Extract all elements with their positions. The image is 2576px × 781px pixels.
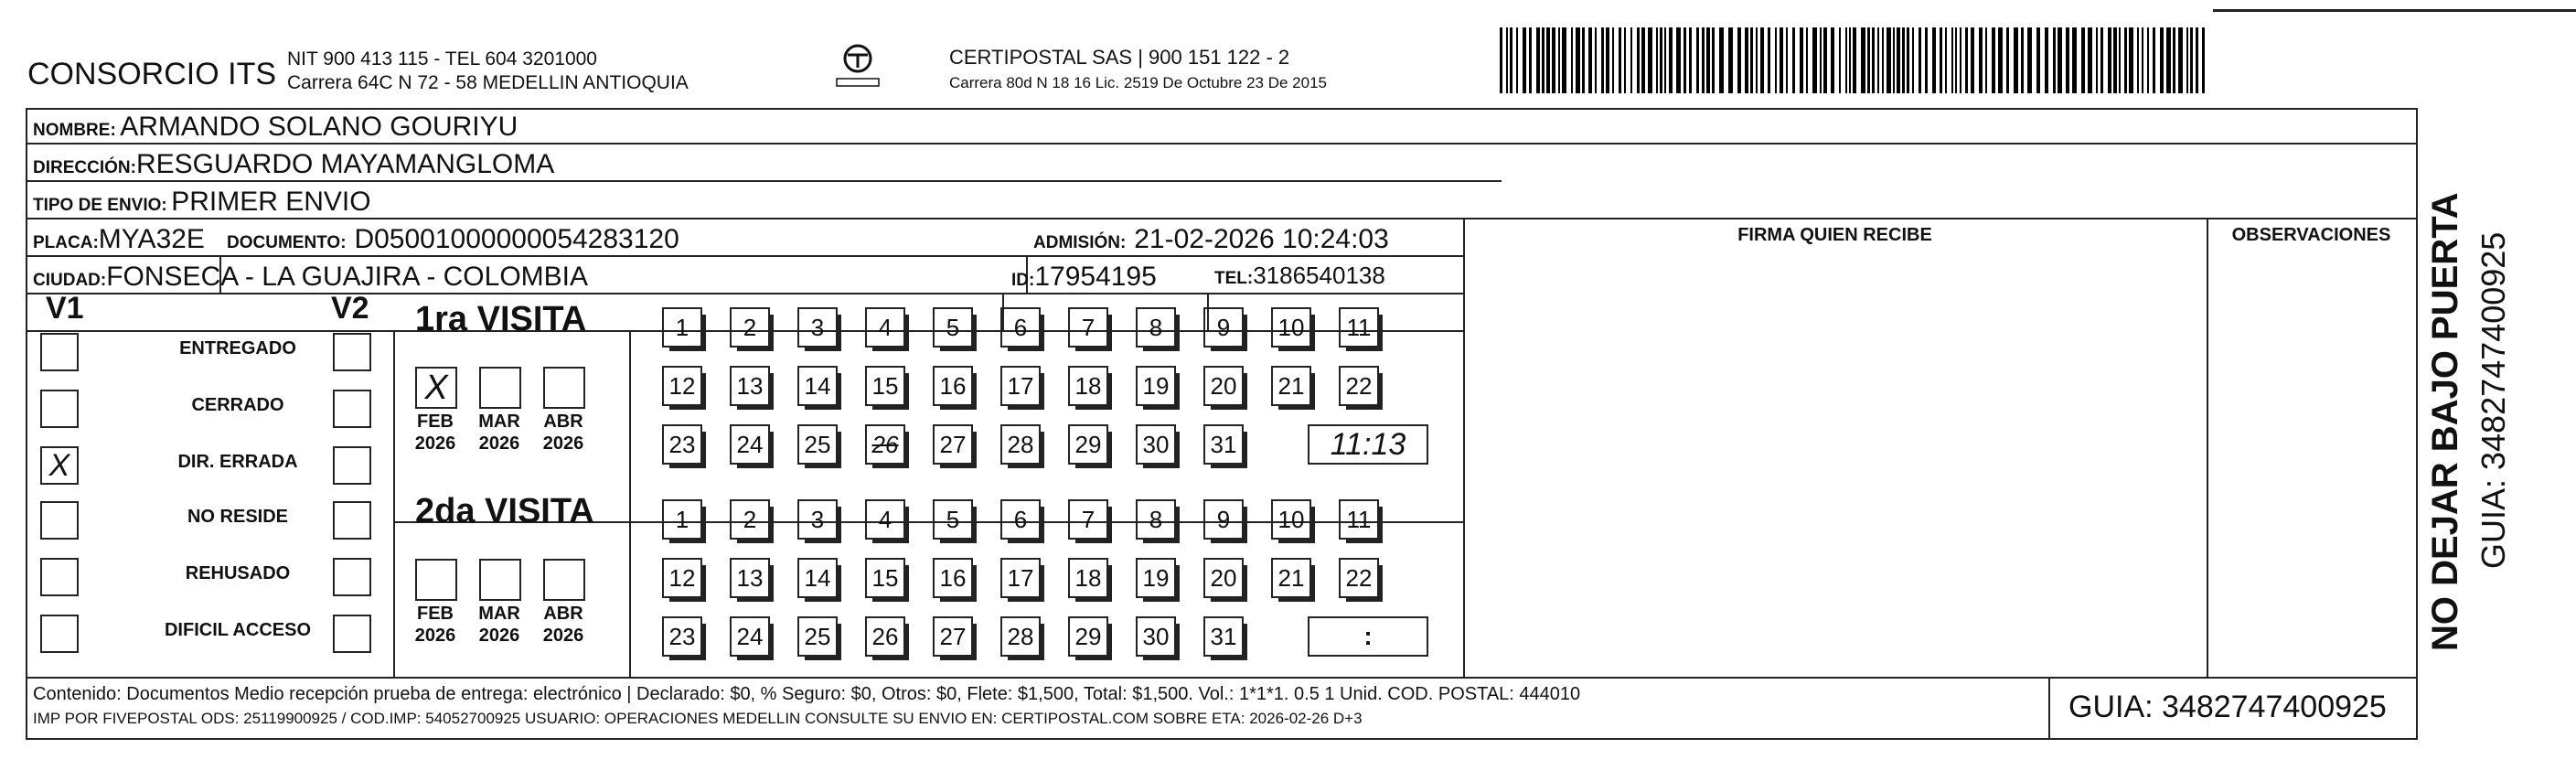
v1-checkbox[interactable] <box>40 615 79 653</box>
barcode-bar <box>2153 27 2155 93</box>
barcode-bar <box>2108 27 2111 93</box>
company-nit: NIT 900 413 115 - TEL 604 3201000 <box>287 48 597 70</box>
barcode-bar <box>1664 27 1666 93</box>
day-box[interactable]: 15 <box>865 558 905 598</box>
barcode-bar <box>2186 27 2188 93</box>
barcode-bar <box>2014 27 2018 93</box>
v2-checkbox[interactable] <box>333 501 371 540</box>
day-box[interactable]: 13 <box>730 366 770 406</box>
day-box[interactable]: 16 <box>933 366 973 406</box>
day-box[interactable]: 31 <box>1203 424 1244 465</box>
barcode-bar <box>1588 27 1592 93</box>
barcode-bar <box>1619 27 1621 93</box>
month-year: 2026 <box>478 626 520 646</box>
barcode-bar <box>2066 27 2069 93</box>
v1-label: V1 <box>46 291 84 326</box>
barcode-bar <box>2160 27 2164 93</box>
barcode-bar <box>1775 27 1777 93</box>
v1-checkbox[interactable] <box>40 501 79 540</box>
admision-value: 21-02-2026 10:24:03 <box>1134 224 1389 254</box>
day-box[interactable]: 26 <box>865 424 905 465</box>
day-box[interactable]: 26 <box>865 616 905 657</box>
day-box[interactable]: 27 <box>933 424 973 465</box>
month-name: ABR <box>543 412 583 432</box>
barcode-bar <box>1951 27 1953 93</box>
day-box[interactable]: 17 <box>1000 558 1041 598</box>
barcode-bar <box>1601 27 1604 93</box>
barcode-bar <box>2129 27 2133 93</box>
footer-guia: GUIA: 3482747400925 <box>2068 690 2387 724</box>
day-box[interactable]: 20 <box>1203 366 1244 406</box>
day-box[interactable]: 18 <box>1068 558 1108 598</box>
day-box[interactable]: 28 <box>1000 424 1041 465</box>
barcode-bar <box>1689 27 1692 93</box>
day-box[interactable]: 27 <box>933 616 973 657</box>
barcode-bar <box>1542 27 1545 93</box>
day-box[interactable]: 25 <box>797 424 838 465</box>
barcode-bar <box>2178 27 2183 93</box>
day-box[interactable]: 10 <box>1271 307 1311 348</box>
barcode-bar <box>1660 27 1662 93</box>
day-box[interactable]: 9 <box>1203 307 1244 348</box>
barcode-bar <box>1792 27 1795 93</box>
barcode-bar <box>2081 27 2085 93</box>
documento-value: D05001000000054283120 <box>354 224 679 254</box>
month-label <box>472 603 527 647</box>
month-year: 2026 <box>478 433 520 454</box>
day-box[interactable]: 12 <box>662 558 702 598</box>
company-name: CONSORCIO ITS <box>27 57 277 91</box>
barcode-bar <box>1882 27 1884 93</box>
month-checkbox[interactable] <box>415 559 457 601</box>
barcode-bar <box>2113 27 2117 93</box>
barcode-bar <box>1945 27 1947 93</box>
month-name: MAR <box>478 604 520 624</box>
second-visit-label: 2da VISITA <box>415 492 594 530</box>
barcode-bar <box>1737 27 1741 93</box>
tipo-label: TIPO DE ENVIO: <box>33 196 167 215</box>
ciudad-value: FONSECA - LA GUAJIRA - COLOMBIA <box>106 262 589 292</box>
nombre-value: ARMANDO SOLANO GOURIYU <box>120 112 518 142</box>
month-year: 2026 <box>414 626 456 646</box>
month-year: 2026 <box>542 433 584 454</box>
month-year: 2026 <box>542 626 584 646</box>
status-option-label: NO RESIDE <box>187 507 289 527</box>
barcode-bar <box>1861 27 1865 93</box>
barcode-bar <box>1745 27 1748 93</box>
barcode-bar <box>1971 27 1974 93</box>
barcode-bar <box>1702 27 1705 93</box>
barcode-bar <box>1925 27 1928 93</box>
barcode-bar <box>1800 27 1803 93</box>
day-box[interactable]: 10 <box>1271 499 1311 540</box>
visit-time-box[interactable]: : <box>1308 616 1428 657</box>
barcode-bar <box>1812 27 1817 93</box>
id-value: 17954195 <box>1034 262 1157 292</box>
documento-label: DOCUMENTO: <box>227 233 347 252</box>
barcode-bar <box>1919 27 1921 93</box>
day-box[interactable]: 1 <box>662 499 702 540</box>
barcode-bar <box>2137 27 2139 93</box>
day-box[interactable]: 2 <box>730 499 770 540</box>
certi-address: Carrera 80d N 18 16 Lic. 2519 De Octubre 23 De 2015 <box>949 74 1327 91</box>
v1-checkbox[interactable] <box>40 390 79 428</box>
day-box[interactable]: 17 <box>1000 366 1041 406</box>
barcode-bar <box>1887 27 1891 93</box>
barcode-bar <box>2142 27 2143 93</box>
barcode-bar <box>1506 27 1508 93</box>
barcode-bar <box>1897 27 1900 93</box>
day-box[interactable]: 14 <box>797 366 838 406</box>
footer-content: Contenido: Documentos Medio recepción prueba de entrega: electrónico | Declarado: $0, % Seguro: $0, Otros: $0, Flete: $1,500, Total: $1,500. Vol.: 1*1*1. 0.5 1 Unid. COD. POSTAL: 444010 <box>33 684 1581 704</box>
barcode-bar <box>1676 27 1681 93</box>
barcode-bar <box>1571 27 1573 93</box>
barcode-bar <box>1907 27 1909 93</box>
barcode-bar <box>1624 27 1626 93</box>
barcode-bar <box>2088 27 2092 93</box>
day-box[interactable]: 9 <box>1203 499 1244 540</box>
barcode-bar <box>1719 27 1724 93</box>
v2-label: V2 <box>331 291 369 326</box>
barcode-bar <box>1696 27 1699 93</box>
barcode-bar <box>1992 27 1995 93</box>
barcode-bar <box>2027 27 2032 93</box>
barcode-bar <box>1728 27 1733 93</box>
day-box[interactable]: 24 <box>730 616 770 657</box>
barcode-bar <box>1867 27 1870 93</box>
status-option-label: REHUSADO <box>185 563 291 583</box>
barcode-bar <box>2147 27 2149 93</box>
barcode-bar <box>1912 27 1914 93</box>
barcode-bar <box>1893 27 1895 93</box>
barcode-bar <box>1536 27 1540 93</box>
barcode-bar <box>1831 27 1834 93</box>
barcode-bar <box>1768 27 1770 93</box>
admision-label: ADMISIÓN: <box>1033 233 1127 252</box>
barcode-bar <box>2096 27 2098 93</box>
barcode-bar <box>1998 27 2003 93</box>
month-label <box>536 603 591 647</box>
barcode-bar <box>2006 27 2009 93</box>
month-name: MAR <box>478 412 520 432</box>
barcode-bar <box>1510 27 1512 93</box>
barcode-bar <box>1960 27 1961 93</box>
day-box[interactable]: 3 <box>797 499 838 540</box>
barcode-bar <box>2202 27 2205 93</box>
direccion-value: RESGUARDO MAYAMANGLOMA <box>135 149 555 179</box>
barcode-bar <box>1823 27 1827 93</box>
barcode-bar <box>1648 27 1652 93</box>
day-box[interactable]: 20 <box>1203 558 1244 598</box>
day-box[interactable]: 11 <box>1339 307 1379 348</box>
v1-checkbox[interactable]: X <box>40 446 79 485</box>
day-box[interactable]: 3 <box>797 307 838 348</box>
day-box[interactable]: 4 <box>865 499 905 540</box>
placa-label: PLACA: <box>33 233 99 252</box>
day-box[interactable]: 22 <box>1339 558 1379 598</box>
day-box[interactable]: 29 <box>1068 424 1108 465</box>
month-checkbox[interactable] <box>543 559 585 601</box>
direccion-label: DIRECCIÓN: <box>33 158 136 177</box>
v2-checkbox[interactable] <box>333 558 371 596</box>
v1-checkbox[interactable] <box>40 558 79 596</box>
v1-checkbox[interactable] <box>40 333 79 371</box>
status-option-label: DIFICIL ACCESO <box>164 620 311 640</box>
barcode-bar <box>1558 27 1560 93</box>
barcode-bar <box>2119 27 2121 93</box>
status-option-label: DIR. ERRADA <box>177 452 298 472</box>
barcode-bar <box>1669 27 1673 93</box>
v2-checkbox[interactable] <box>333 333 371 371</box>
side-guia: GUIA: 3482747400925 <box>2474 231 2512 569</box>
barcode-bar <box>1806 27 1808 93</box>
barcode-bar <box>1940 27 1942 93</box>
top-rule <box>2213 9 2576 12</box>
day-box[interactable]: 5 <box>933 307 973 348</box>
day-box[interactable]: 11 <box>1339 499 1379 540</box>
barcode-bar <box>1529 27 1532 93</box>
month-checkbox[interactable] <box>479 367 521 409</box>
barcode-bar <box>1853 27 1856 93</box>
day-box[interactable]: 6 <box>1000 499 1041 540</box>
barcode-bar <box>1630 27 1632 93</box>
first-visit-label: 1ra VISITA <box>415 300 587 338</box>
barcode-bar <box>1712 27 1715 93</box>
barcode-bar <box>2124 27 2127 93</box>
day-box[interactable]: 13 <box>730 558 770 598</box>
barcode-bar <box>1683 27 1686 93</box>
v2-checkbox[interactable] <box>333 615 371 653</box>
month-name: FEB <box>417 412 454 432</box>
barcode-bar <box>1872 27 1875 93</box>
barcode-bar <box>1839 27 1841 93</box>
day-box[interactable]: 14 <box>797 558 838 598</box>
month-label <box>536 411 591 455</box>
day-box[interactable]: 25 <box>797 616 838 657</box>
placa-value: MYA32E <box>98 224 205 254</box>
barcode-bar <box>1955 27 1957 93</box>
id-label: ID: <box>1011 271 1035 290</box>
day-box[interactable]: 6 <box>1000 307 1041 348</box>
status-option-label: CERRADO <box>191 395 284 415</box>
day-box[interactable]: 29 <box>1068 616 1108 657</box>
barcode-bar <box>2053 27 2056 93</box>
barcode-bar <box>1595 27 1597 93</box>
day-box[interactable]: 28 <box>1000 616 1041 657</box>
day-box[interactable]: 19 <box>1136 366 1176 406</box>
day-box[interactable]: 16 <box>933 558 973 598</box>
no-dejar-text: NO DEJAR BAJO PUERTA <box>2425 192 2465 651</box>
ciudad-label: CIUDAD: <box>33 271 107 290</box>
day-box[interactable]: 23 <box>662 616 702 657</box>
barcode-bar <box>1985 27 1987 93</box>
day-box[interactable]: 21 <box>1271 366 1311 406</box>
barcode-bar <box>1902 27 1905 93</box>
day-box[interactable]: 21 <box>1271 558 1311 598</box>
month-name: ABR <box>543 604 583 624</box>
day-box[interactable]: 18 <box>1068 366 1108 406</box>
barcode-bar <box>1760 27 1764 93</box>
day-box[interactable]: 19 <box>1136 558 1176 598</box>
day-box[interactable]: 1 <box>662 307 702 348</box>
day-box[interactable]: 5 <box>933 499 973 540</box>
barcode-bar <box>1576 27 1580 93</box>
barcode-bar <box>2036 27 2040 93</box>
month-checkbox[interactable] <box>479 559 521 601</box>
day-box[interactable]: 30 <box>1136 616 1176 657</box>
barcode-bar <box>1932 27 1936 93</box>
tipo-value: PRIMER ENVIO <box>171 187 371 217</box>
observaciones-label: OBSERVACIONES <box>2231 225 2391 245</box>
month-label <box>472 411 527 455</box>
barcode-bar <box>2021 27 2024 93</box>
barcode-bar <box>1756 27 1758 93</box>
barcode-bar <box>1606 27 1609 93</box>
barcode-bar <box>1877 27 1879 93</box>
day-box[interactable]: 7 <box>1068 307 1108 348</box>
barcode-bar <box>1656 27 1658 93</box>
day-box[interactable]: 30 <box>1136 424 1176 465</box>
visit-time-box[interactable]: 11:13 <box>1308 424 1428 465</box>
day-box[interactable]: 7 <box>1068 499 1108 540</box>
barcode-bar <box>1965 27 1968 93</box>
day-box[interactable]: 24 <box>730 424 770 465</box>
month-label <box>408 411 463 455</box>
v2-checkbox[interactable] <box>333 446 371 485</box>
barcode-bar <box>1641 27 1645 93</box>
barcode <box>1500 27 2208 93</box>
barcode-bar <box>2072 27 2077 93</box>
nombre-label: NOMBRE: <box>33 121 116 140</box>
barcode-bar <box>1516 27 1518 93</box>
barcode-bar <box>1820 27 1822 93</box>
barcode-bar <box>2190 27 2193 93</box>
barcode-bar <box>1849 27 1851 93</box>
barcode-bar <box>2100 27 2103 93</box>
day-box[interactable]: 23 <box>662 424 702 465</box>
barcode-bar <box>2045 27 2048 93</box>
tel-value: 3186540138 <box>1253 262 1385 289</box>
day-box[interactable]: 31 <box>1203 616 1244 657</box>
day-box[interactable]: 8 <box>1136 499 1176 540</box>
day-box[interactable]: 2 <box>730 307 770 348</box>
month-label <box>408 603 463 647</box>
month-name: FEB <box>417 604 454 624</box>
barcode-bar <box>1706 27 1710 93</box>
day-box[interactable]: 4 <box>865 307 905 348</box>
day-box[interactable]: 8 <box>1136 307 1176 348</box>
barcode-bar <box>1562 27 1566 93</box>
barcode-bar <box>1546 27 1550 93</box>
barcode-bar <box>1500 27 1502 93</box>
barcode-bar <box>1979 27 1983 93</box>
day-box[interactable]: 22 <box>1339 366 1379 406</box>
barcode-bar <box>2173 27 2175 93</box>
barcode-bar <box>1523 27 1526 93</box>
firma-label: FIRMA QUIEN RECIBE <box>1737 225 1932 245</box>
day-box[interactable]: 12 <box>662 366 702 406</box>
barcode-bar <box>1750 27 1753 93</box>
month-checkbox[interactable] <box>543 367 585 409</box>
certipostal-logo <box>828 35 888 95</box>
month-year: 2026 <box>414 433 456 454</box>
barcode-bar <box>1845 27 1847 93</box>
month-checkbox[interactable]: X <box>415 367 457 409</box>
barcode-bar <box>1786 27 1788 93</box>
shipping-form <box>26 108 2418 740</box>
barcode-bar <box>1780 27 1783 93</box>
certi-name: CERTIPOSTAL SAS | 900 151 122 - 2 <box>949 46 1290 69</box>
status-option-label: ENTREGADO <box>179 338 296 358</box>
barcode-bar <box>1582 27 1585 93</box>
barcode-bar <box>2058 27 2062 93</box>
barcode-bar <box>2166 27 2171 93</box>
company-address: Carrera 64C N 72 - 58 MEDELLIN ANTIOQUIA <box>287 72 689 93</box>
barcode-bar <box>1612 27 1614 93</box>
barcode-bar <box>1637 27 1640 93</box>
v2-checkbox[interactable] <box>333 390 371 428</box>
footer-imp: IMP POR FIVEPOSTAL ODS: 25119900925 / COD.IMP: 54052700925 USUARIO: OPERACIONES MEDELLIN CONSULTE SU ENVIO EN: CERTIPOSTAL.COM SOBRE ETA: 2026-02-26 D+3 <box>33 710 1363 727</box>
barcode-bar <box>2196 27 2198 93</box>
tel-label: TEL: <box>1214 269 1254 288</box>
barcode-bar <box>1552 27 1555 93</box>
day-box[interactable]: 15 <box>865 366 905 406</box>
